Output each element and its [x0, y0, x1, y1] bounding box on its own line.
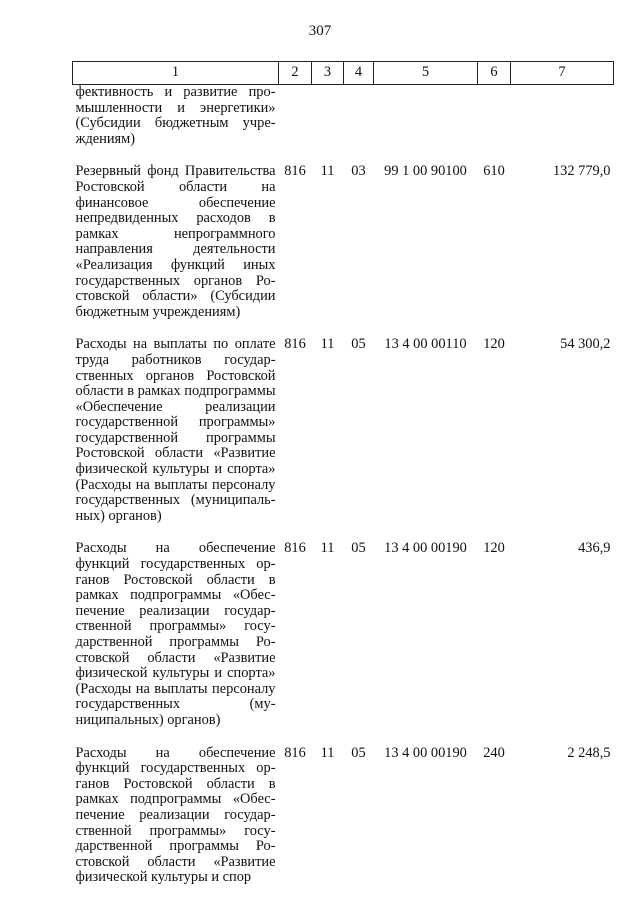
target-article-code: 13 4 00 00190 — [384, 744, 467, 761]
column-header-5: 5 — [374, 62, 478, 85]
target-article-code: 13 4 00 00190 — [384, 540, 467, 557]
column-header-4: 4 — [344, 62, 374, 85]
row-description: Расходы на выплаты по оплате труда работников государственных органов Ростовской области в рамках подпрограммы «Обеспечение реализации государственной программы» государственной программы Ростовской области «Развитие физической культуры и спорта» (Расходы на выплаты персоналу государственных (муниципальных) органов) — [75, 336, 276, 524]
table-row — [73, 164, 614, 320]
ministry-code — [279, 85, 312, 148]
column-header-7: 7 — [511, 62, 614, 85]
column-header-1: 1 — [73, 62, 279, 85]
target-article-code: 13 4 00 00110 — [384, 336, 467, 353]
subsection-code — [344, 85, 374, 148]
ministry-code: 816 — [284, 163, 306, 180]
expense-type-code: 120 — [483, 540, 505, 557]
budget-table — [72, 61, 614, 886]
amount-value: 132 779,0 — [552, 163, 611, 180]
table-row — [73, 337, 614, 524]
column-number-header-row — [73, 62, 614, 85]
target-article-code: 99 1 00 90100 — [384, 163, 467, 180]
amount-value: 54 300,2 — [560, 336, 611, 353]
page-number: 307 — [308, 23, 332, 39]
amount-value — [511, 85, 614, 148]
subsection-code: 05 — [351, 744, 366, 761]
amount-value: 2 248,5 — [567, 744, 611, 761]
table-row — [73, 541, 614, 728]
target-article-code — [374, 85, 478, 148]
subsection-code: 03 — [351, 163, 366, 180]
column-header-3: 3 — [312, 62, 344, 85]
expense-type-code — [478, 85, 511, 148]
row-description: Расходы на обеспечение функций государственных органов Ростовской области в рамках подпрограммы «Обеспечение реализации государственной программы» государственной программы Ростовской области «Развитие физической культуры и спорта» (Расходы на выплаты персоналу государственных (муниципальных) органов) — [75, 540, 276, 728]
table-row — [73, 746, 614, 886]
expense-type-code: 120 — [483, 336, 505, 353]
section-code: 11 — [320, 540, 335, 557]
expense-type-code: 240 — [483, 744, 505, 761]
ministry-code: 816 — [284, 336, 306, 353]
row-description: Резервный фонд Правительства Ростовской области на финансовое обеспечение непредвиденных расходов в рамках непрограммного направления деятельности «Реализация функций иных государственных органов Ростовской области» (Субсидии бюджетным учреждениям) — [75, 163, 276, 320]
column-header-6: 6 — [478, 62, 511, 85]
section-code — [312, 85, 344, 148]
table-row — [73, 85, 614, 148]
section-code: 11 — [320, 744, 335, 761]
row-description: фективность и развитие промышленности и энергетики» (Субсидии бюджетным учреждениям) — [75, 84, 276, 147]
amount-value: 436,9 — [578, 540, 611, 557]
section-code: 11 — [320, 163, 335, 180]
subsection-code: 05 — [351, 336, 366, 353]
section-code: 11 — [320, 336, 335, 353]
column-header-2: 2 — [279, 62, 312, 85]
expense-type-code: 610 — [483, 163, 505, 180]
ministry-code: 816 — [284, 744, 306, 761]
subsection-code: 05 — [351, 540, 366, 557]
row-description: Расходы на обеспечение функций государственных органов Ростовской области в рамках подпрограммы «Обеспечение реализации государственной программы» государственной программы Ростовской области «Развитие физической культуры и спор — [75, 744, 276, 886]
ministry-code: 816 — [284, 540, 306, 557]
